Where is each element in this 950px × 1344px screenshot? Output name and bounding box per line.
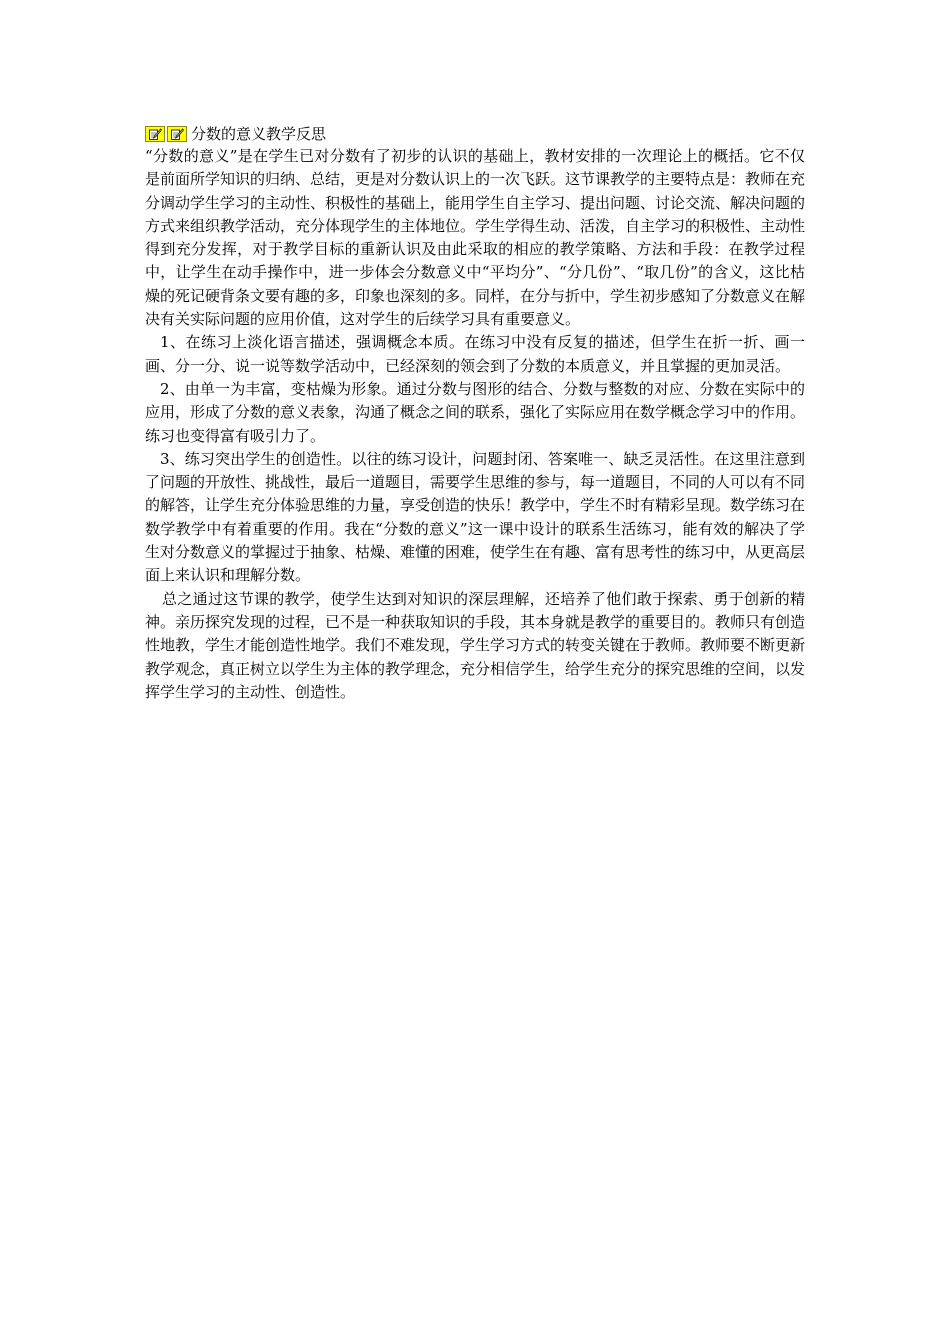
- pencil-paper-icon: [167, 126, 187, 142]
- paragraph-summary: 总之通过这节课的教学，使学生达到对知识的深层理解，还培养了他们敢于探索、勇于创新的精神。亲历探究发现的过程，已不是一种获取知识的手段，其本身就是教学的重要目的。教师只有创造性地教，学生才能创造性地学。我们不难发现，学生学习方式的转变关键在于教师。教师要不断更新教学观念，真正树立以学生为主体的教学理念，充分相信学生，给学生充分的探究思维的空间，以发挥学生学习的主动性、创造性。: [145, 589, 806, 701]
- document-page: [145, 123, 805, 704]
- pencil-paper-icon: [145, 126, 165, 142]
- document-title: 分数的意义教学反思: [191, 125, 327, 143]
- paragraph-point-2: 2、由单一为丰富，变枯燥为形象。通过分数与图形的结合、分数与整数的对应、分数在实际中的应用，形成了分数的意义表象，沟通了概念之间的联系，强化了实际应用在数学概念学习中的作用。练习也变得富有吸引力了。: [145, 379, 806, 445]
- paragraph-point-1: 1、在练习上淡化语言描述，强调概念本质。在练习中没有反复的描述，但学生在折一折、画一画、分一分、说一说等数学活动中，已经深刻的领会到了分数的本质意义，并且掌握的更加灵活。: [145, 333, 805, 375]
- title-line: [145, 123, 805, 145]
- paragraph-intro: “分数的意义”是在学生已对分数有了初步的认识的基础上，教材安排的一次理论上的概括。它不仅是前面所学知识的归纳、总结，更是对分数认识上的一次飞跃。这节课教学的主要特点是：教师在充分调动学生学习的主动性、积极性的基础上，能用学生自主学习、提出问题、讨论交流、解决问题的方式来组织教学活动，充分体现学生的主体地位。学生学得生动、活泼，自主学习的积极性、主动性得到充分发挥，对于教学目标的重新认识及由此采取的相应的教学策略、方法和手段：在教学过程中，让学生在动手操作中，进一步体会分数意义中“平均分”、“分几份”、“取几份”的含义，这比枯燥的死记硬背条文要有趣的多，印象也深刻的多。同样，在分与折中，学生初步感知了分数意义在解决有关实际问题的应用价值，这对学生的后续学习具有重要意义。: [145, 147, 806, 329]
- paragraph-point-3: 3、练习突出学生的创造性。以往的练习设计，问题封闭、答案唯一、缺乏灵活性。在这里注意到了问题的开放性、挑战性，最后一道题目，需要学生思维的参与，每一道题目，不同的人可以有不同的解答，让学生充分体验思维的力量，享受创造的快乐！教学中，学生不时有精彩呈现。数学练习在数学教学中有着重要的作用。我在“分数的意义”这一课中设计的联系生活练习，能有效的解决了学生对分数意义的掌握过于抽象、枯燥、难懂的困难，使学生在有趣、富有思考性的练习中，从更高层面上来认识和理解分数。: [145, 449, 806, 585]
